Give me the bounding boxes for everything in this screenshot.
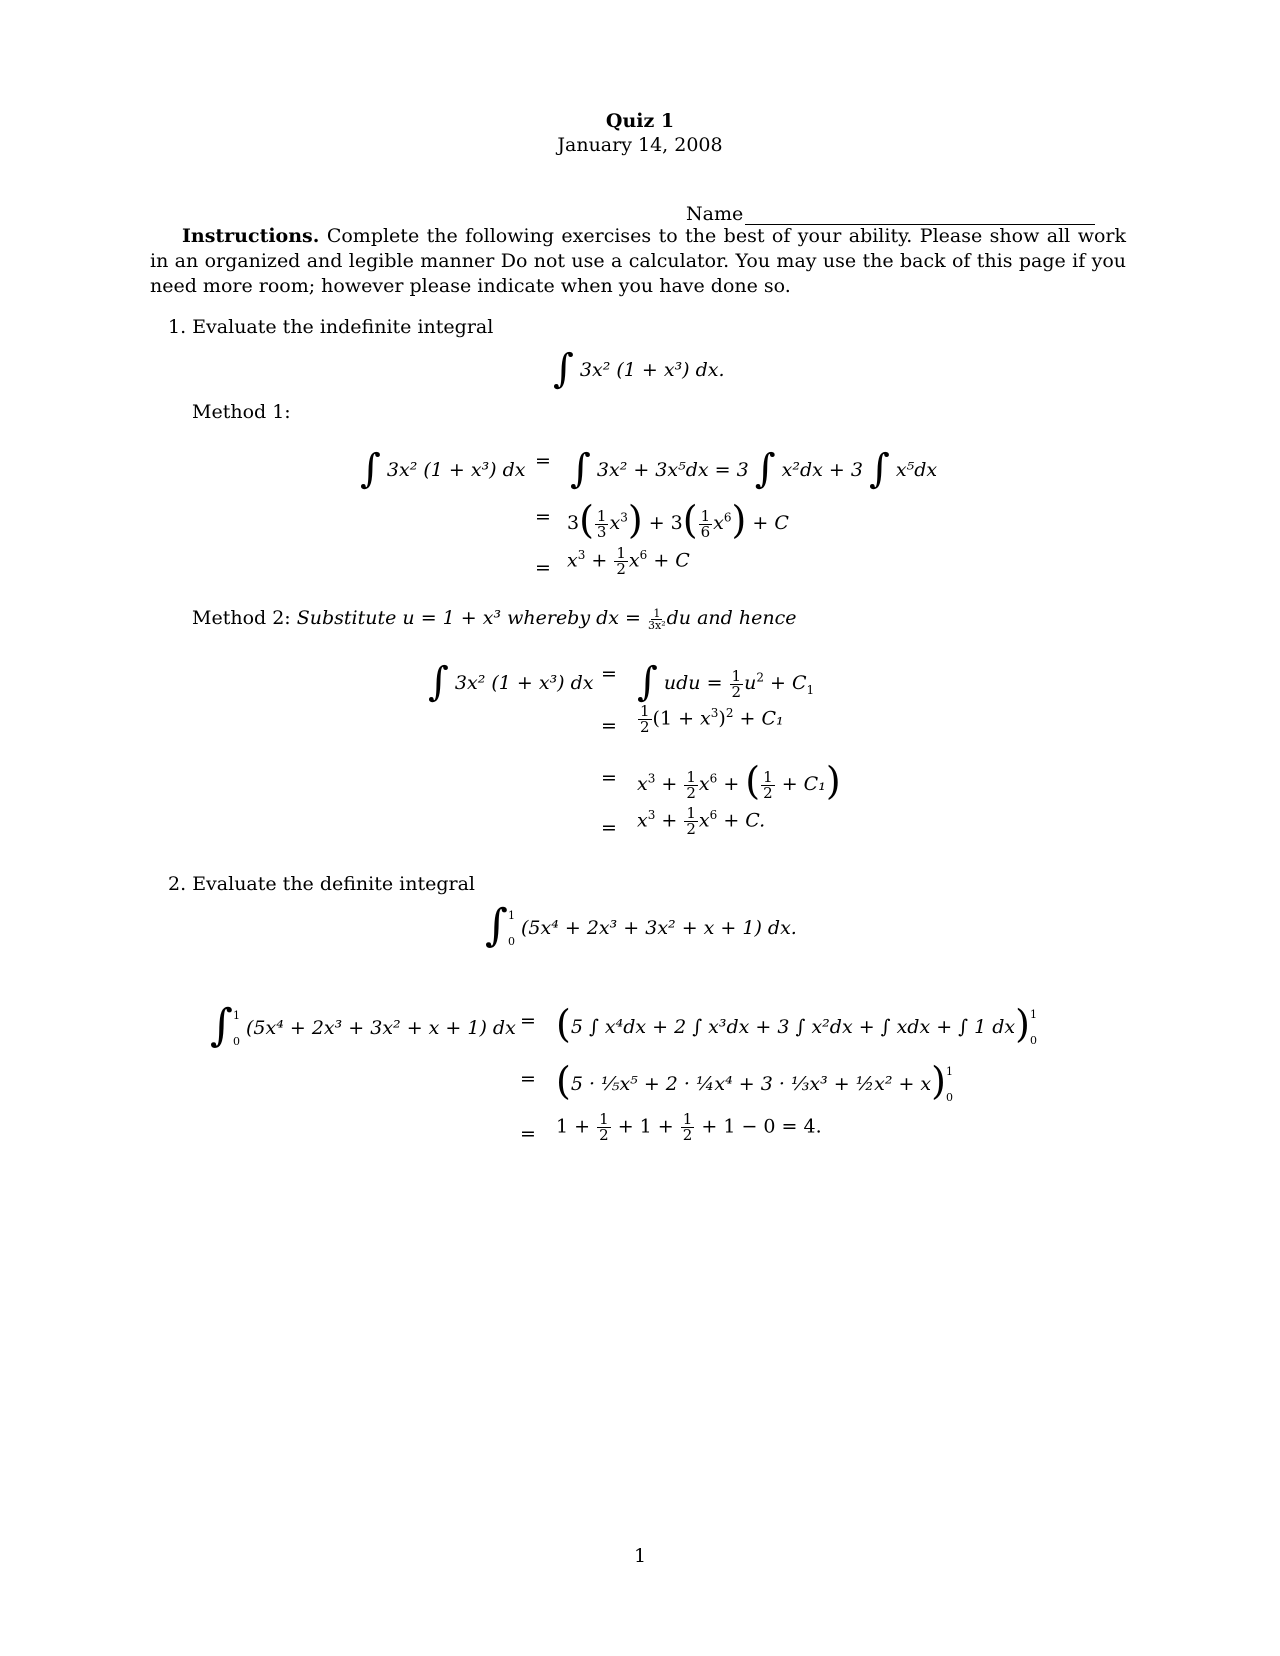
q2-prompt bbox=[168, 873, 475, 895]
q2-prompt-text: Evaluate the definite integral bbox=[192, 873, 475, 895]
instructions-lead: Instructions. bbox=[182, 225, 320, 247]
quiz-title: Quiz 1 bbox=[605, 110, 675, 132]
quiz-date: January 14, 2008 bbox=[557, 134, 723, 156]
instructions bbox=[150, 224, 1126, 299]
m2-eq-3: = bbox=[601, 767, 617, 789]
m2-row4: $x^3$ + $\frac{1}{2}$ $x^6 + C$. bbox=[637, 804, 766, 838]
m1-lhs: ∫ 3x² (1 + x³) dx bbox=[360, 446, 526, 492]
method1-label: Method 1: bbox=[192, 401, 291, 423]
method2-line: Method 2: Substitute u = 1 + x³ whereby dx = $\frac{1}{\text{3x²}}$ du and hence bbox=[192, 606, 797, 632]
m1-row3: $x^3$ + $\frac{1}{2}$ $x^6 + C$ bbox=[567, 544, 690, 578]
m2-row2: $\frac{1}{2}$ $(1 + x^3)^2 + C_1$ bbox=[640, 702, 784, 736]
q1-number: 1. bbox=[168, 316, 187, 338]
m1-row2: 3( $\frac{1}{3}$ $x^3) + 3$( $\frac{1}{6}$ $x^6) + C$ bbox=[567, 498, 789, 542]
method2-text2: du and hence bbox=[666, 607, 797, 629]
m2-row3: $x^3$ + $\frac{1}{2}$ $x^6$ + ( $\frac{1}{2}$ + C₁) bbox=[637, 759, 841, 803]
name-field bbox=[686, 203, 1095, 225]
instructions-body: Complete the following exercises to the best of your ability. Please show all work in an organized and legible manner Do not use a calculator. You may use the back of this page if you need more room; however please indicate when you have done so. bbox=[150, 225, 1126, 297]
q2-row1: (5 ∫ x⁴dx + 2 ∫ x³dx + 3 ∫ x²dx + ∫ xdx + ∫ 1 dx) 1 0 bbox=[556, 1002, 1037, 1047]
page-number: 1 bbox=[633, 1545, 647, 1567]
m1-eq-2: = bbox=[535, 506, 551, 528]
q1-integral: ∫ 3x² (1 + x³) dx. bbox=[553, 346, 725, 392]
m2-eq-4: = bbox=[601, 817, 617, 839]
q2-lhs: ∫ 1 0 (5x⁴ + 2x³ + 3x² + x + 1) dx bbox=[210, 1000, 516, 1051]
q2-eq-2: = bbox=[520, 1068, 536, 1090]
name-blank bbox=[745, 205, 1095, 225]
q1-prompt bbox=[168, 316, 493, 338]
q2-row3: 1 + $\frac{1}{2}$ + 1 + $\frac{1}{2}$ + 1 − 0 = 4. bbox=[556, 1110, 822, 1144]
name-label: Name bbox=[686, 203, 744, 225]
q2-eq-3: = bbox=[520, 1123, 536, 1145]
q2-eq-1: = bbox=[520, 1010, 536, 1032]
m2-lhs: ∫ 3x² (1 + x³) dx bbox=[428, 659, 594, 705]
m2-eq-2: = bbox=[601, 715, 617, 737]
m1-row1: ∫ 3x² + 3x⁵dx = 3 ∫ x²dx + 3 ∫ x⁵dx bbox=[570, 446, 938, 492]
m2-eq-1: = bbox=[601, 663, 617, 685]
q1-prompt-text: Evaluate the indefinite integral bbox=[192, 316, 494, 338]
method2-label: Method 2: bbox=[192, 607, 291, 629]
q2-number: 2. bbox=[168, 873, 187, 895]
method2-text: Substitute u = 1 + x³ whereby dx = bbox=[296, 607, 641, 629]
m2-row1: ∫ udu = $\frac{1}{2}$ $u^2 + C_1$ bbox=[637, 659, 815, 705]
m1-eq-3: = bbox=[535, 557, 551, 579]
m1-eq-1: = bbox=[535, 450, 551, 472]
q2-integral: ∫ 1 0 (5x⁴ + 2x³ + 3x² + x + 1) dx. bbox=[485, 900, 797, 951]
q2-row2: (5 · ⅕x⁵ + 2 · ¼x⁴ + 3 · ⅓x³ + ½x² + x) 1 0 bbox=[556, 1059, 953, 1104]
